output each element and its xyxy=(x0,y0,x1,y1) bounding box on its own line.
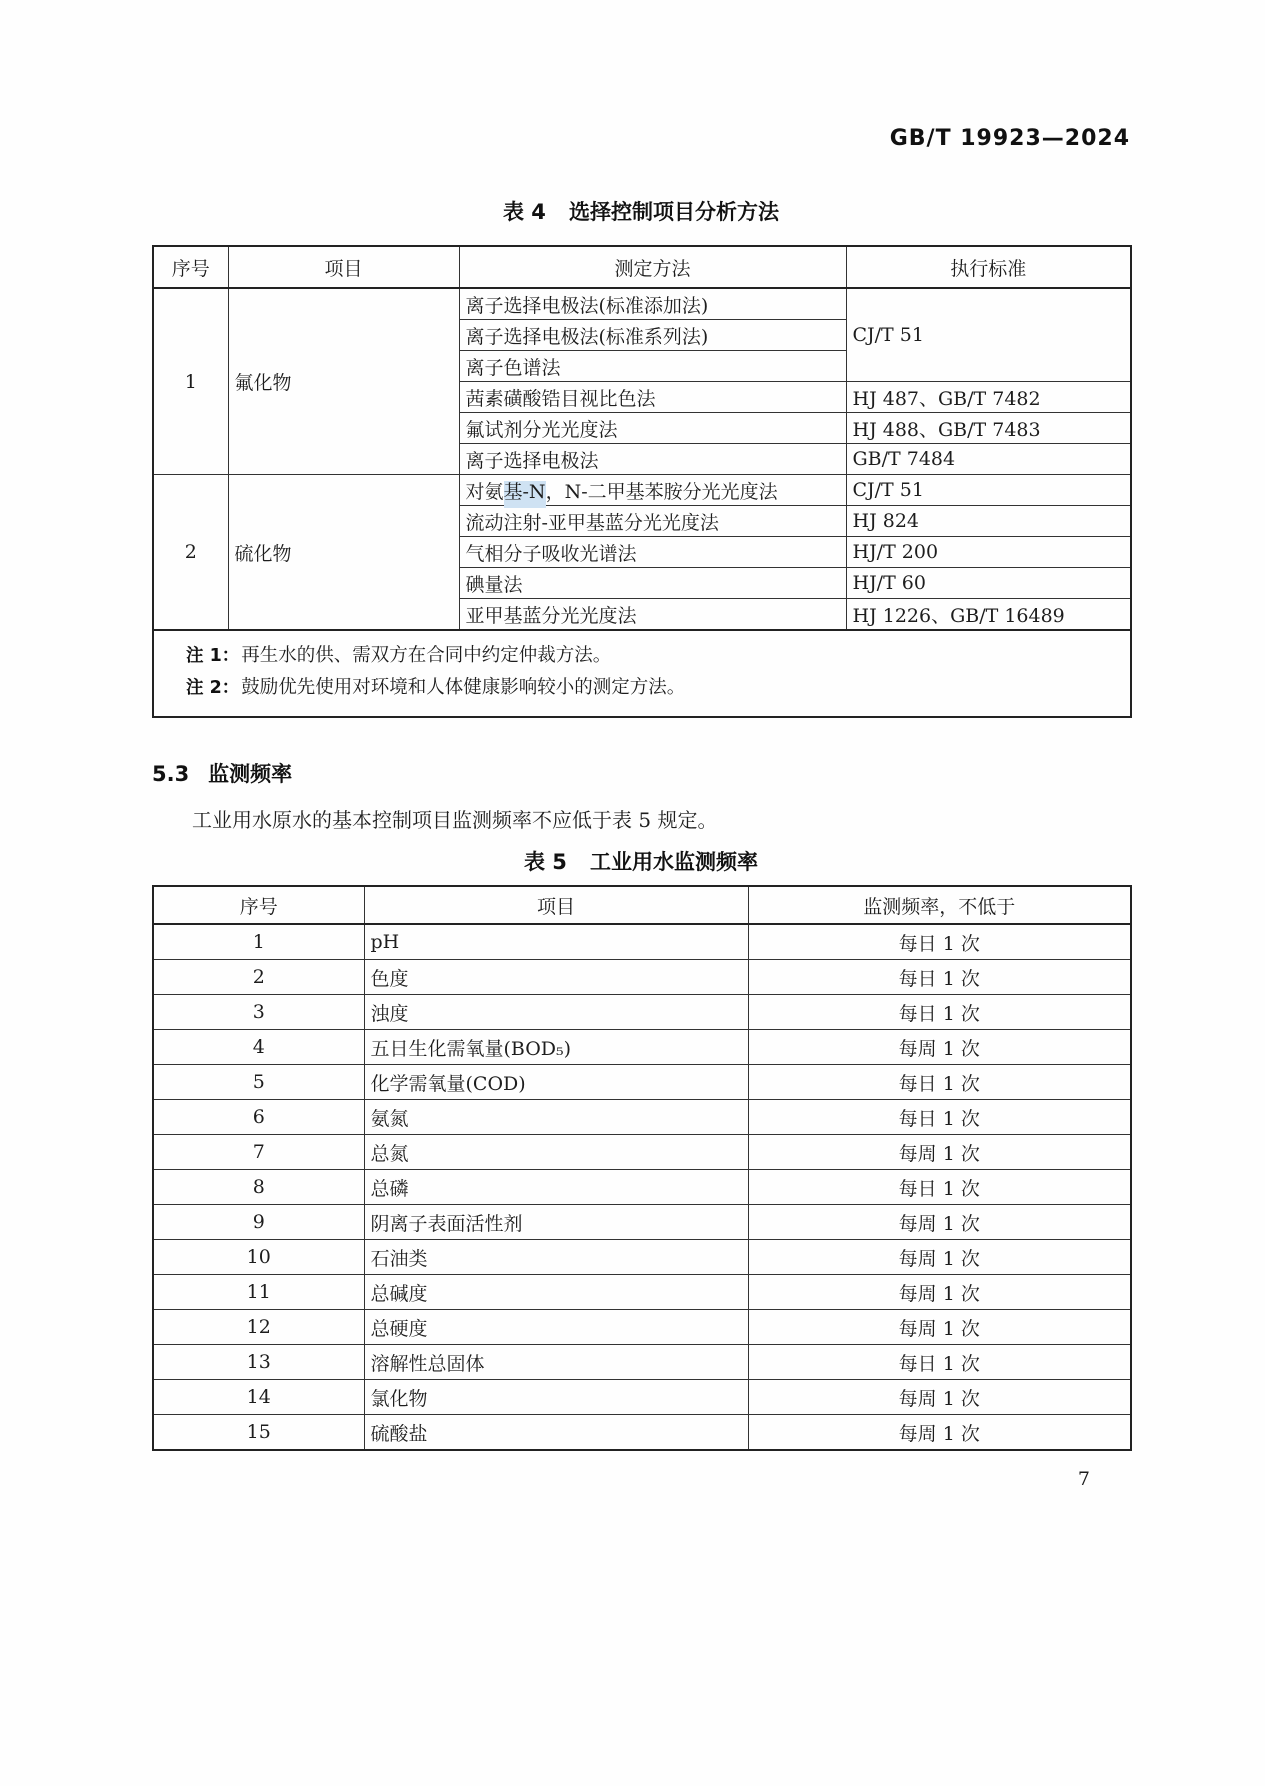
table5-item-cell: 氯化物 xyxy=(364,1380,748,1415)
table5-label: 表 5 xyxy=(523,850,567,874)
table5-frequency-cell: 每周 1 次 xyxy=(748,1380,1131,1415)
table5-item-cell: 硫酸盐 xyxy=(364,1415,748,1451)
table4-row xyxy=(153,475,1131,506)
table5-item-cell: 氨氮 xyxy=(364,1100,748,1135)
table4-column-header: 测定方法 xyxy=(459,246,846,288)
table4-method-cell: 离子选择电极法 xyxy=(459,444,846,475)
section-number: 5.3 xyxy=(152,762,190,786)
table4-column-header: 项目 xyxy=(228,246,459,288)
table4-method-cell: 离子选择电极法(标准系列法) xyxy=(459,320,846,351)
table4-standard-cell: GB/T 7484 xyxy=(846,444,1131,475)
table5-item-cell: 溶解性总固体 xyxy=(364,1345,748,1380)
table-note xyxy=(186,640,1120,672)
section-title: 监测频率 xyxy=(208,762,293,786)
table5-column-header: 项目 xyxy=(364,886,748,924)
table5-seq-cell: 7 xyxy=(153,1135,364,1170)
method-text-highlight: 基-N xyxy=(503,480,546,503)
table5-seq-cell: 4 xyxy=(153,1030,364,1065)
table5-row xyxy=(153,1415,1131,1451)
table4-standard-cell: HJ/T 200 xyxy=(846,537,1131,568)
table5-frequency-cell: 每周 1 次 xyxy=(748,1205,1131,1240)
table5-row xyxy=(153,924,1131,960)
table5-row xyxy=(153,1100,1131,1135)
table5-seq-cell: 9 xyxy=(153,1205,364,1240)
table5-item-cell: 阴离子表面活性剂 xyxy=(364,1205,748,1240)
table5-row xyxy=(153,1345,1131,1380)
table4-item-cell: 硫化物 xyxy=(228,475,459,631)
table5-row xyxy=(153,1205,1131,1240)
table5-item-cell: pH xyxy=(364,924,748,960)
table5-item-cell: 色度 xyxy=(364,960,748,995)
table5-row xyxy=(153,1275,1131,1310)
table4-method-cell: 离子选择电极法(标准添加法) xyxy=(459,288,846,320)
table5-frequency-cell: 每周 1 次 xyxy=(748,1030,1131,1065)
table5-header xyxy=(153,886,1131,924)
table5-frequency-cell: 每周 1 次 xyxy=(748,1240,1131,1275)
table5-seq-cell: 12 xyxy=(153,1310,364,1345)
table4-notes-row xyxy=(153,630,1131,717)
table4-standard-cell: HJ 488、GB/T 7483 xyxy=(846,413,1131,444)
table5-frequency-cell: 每日 1 次 xyxy=(748,1345,1131,1380)
table4-title xyxy=(152,196,1130,226)
table5-item-cell: 总氮 xyxy=(364,1135,748,1170)
table4-standard-cell: HJ 487、GB/T 7482 xyxy=(846,382,1131,413)
table4-title-text: 选择控制项目分析方法 xyxy=(569,200,780,224)
table4-method-cell xyxy=(459,475,846,506)
table4-seq-cell: 2 xyxy=(153,475,228,631)
table4-method-cell: 茜素磺酸锆目视比色法 xyxy=(459,382,846,413)
table4-seq-cell: 1 xyxy=(153,288,228,475)
table5-seq-cell: 15 xyxy=(153,1415,364,1451)
table5-row xyxy=(153,960,1131,995)
table5-seq-cell: 5 xyxy=(153,1065,364,1100)
table5-title-text: 工业用水监测频率 xyxy=(590,850,759,874)
table5-frequency-cell: 每日 1 次 xyxy=(748,995,1131,1030)
table4-standard-cell: CJ/T 51 xyxy=(846,475,1131,506)
table5-column-header: 监测频率，不低于 xyxy=(748,886,1131,924)
table5-row xyxy=(153,1310,1131,1345)
table5-row xyxy=(153,1065,1131,1100)
table5-frequency-cell: 每日 1 次 xyxy=(748,1065,1131,1100)
table4-standard-cell: HJ 1226、GB/T 16489 xyxy=(846,599,1131,631)
table5-column-header: 序号 xyxy=(153,886,364,924)
table4-label: 表 4 xyxy=(502,200,546,224)
section-heading xyxy=(152,758,292,788)
table5-frequency-cell: 每日 1 次 xyxy=(748,924,1131,960)
table5-item-cell: 总碱度 xyxy=(364,1275,748,1310)
table4-method-cell: 离子色谱法 xyxy=(459,351,846,382)
table5-frequency-cell: 每日 1 次 xyxy=(748,1100,1131,1135)
table5-row xyxy=(153,1380,1131,1415)
table4-column-header: 序号 xyxy=(153,246,228,288)
table5-frequency-cell: 每周 1 次 xyxy=(748,1275,1131,1310)
table5-item-cell: 浊度 xyxy=(364,995,748,1030)
body-paragraph: 工业用水原水的基本控制项目监测频率不应低于表 5 规定。 xyxy=(192,808,718,832)
table5-row xyxy=(153,1170,1131,1205)
table4-standard-cell: HJ/T 60 xyxy=(846,568,1131,599)
table4-standard-cell: CJ/T 51 xyxy=(846,288,1131,382)
table5-row xyxy=(153,1030,1131,1065)
page-number: 7 xyxy=(1077,1468,1090,1490)
table-note xyxy=(186,672,1120,704)
method-text-pre: 对氨 xyxy=(465,480,504,503)
table5-seq-cell: 1 xyxy=(153,924,364,960)
table5-seq-cell: 6 xyxy=(153,1100,364,1135)
table4-analysis-methods xyxy=(152,245,1132,718)
table5-item-cell: 石油类 xyxy=(364,1240,748,1275)
table4-method-cell: 亚甲基蓝分光光度法 xyxy=(459,599,846,631)
note-text: 再生水的供、需双方在合同中约定仲裁方法。 xyxy=(241,645,612,666)
table4-item-cell: 氟化物 xyxy=(228,288,459,475)
table4-method-cell: 气相分子吸收光谱法 xyxy=(459,537,846,568)
table5-item-cell: 总磷 xyxy=(364,1170,748,1205)
note-text: 鼓励优先使用对环境和人体健康影响较小的测定方法。 xyxy=(241,677,686,699)
table5-seq-cell: 14 xyxy=(153,1380,364,1415)
table5-row xyxy=(153,1240,1131,1275)
table5-item-cell: 总硬度 xyxy=(364,1310,748,1345)
table5-seq-cell: 11 xyxy=(153,1275,364,1310)
table4-notes-cell xyxy=(153,630,1131,717)
table5-seq-cell: 10 xyxy=(153,1240,364,1275)
table4-row xyxy=(153,288,1131,320)
table5-row xyxy=(153,995,1131,1030)
table5-frequency-cell: 每日 1 次 xyxy=(748,1170,1131,1205)
table5-item-cell: 化学需氧量(COD) xyxy=(364,1065,748,1100)
table5-frequency-cell: 每周 1 次 xyxy=(748,1415,1131,1451)
table5-monitoring-frequency xyxy=(152,885,1132,1451)
method-text-post: ，N-二甲基苯胺分光光度法 xyxy=(545,480,778,503)
table5-seq-cell: 8 xyxy=(153,1170,364,1205)
table4-method-cell: 流动注射-亚甲基蓝分光光度法 xyxy=(459,506,846,537)
table5-frequency-cell: 每日 1 次 xyxy=(748,960,1131,995)
table5-item-cell: 五日生化需氧量(BOD₅) xyxy=(364,1030,748,1065)
table4-header xyxy=(153,246,1131,288)
table5-seq-cell: 2 xyxy=(153,960,364,995)
table4-method-cell: 氟试剂分光光度法 xyxy=(459,413,846,444)
table5-row xyxy=(153,1135,1131,1170)
table4-column-header: 执行标准 xyxy=(846,246,1131,288)
note-label: 注 2： xyxy=(186,678,240,699)
table4-standard-cell: HJ 824 xyxy=(846,506,1131,537)
table4-header-row xyxy=(153,246,1131,288)
table5-seq-cell: 3 xyxy=(153,995,364,1030)
standard-number: GB/T 19923—2024 xyxy=(889,126,1130,151)
table4-method-cell: 碘量法 xyxy=(459,568,846,599)
table5-frequency-cell: 每周 1 次 xyxy=(748,1310,1131,1345)
note-label: 注 1： xyxy=(186,646,240,666)
table5-seq-cell: 13 xyxy=(153,1345,364,1380)
table5-header-row xyxy=(153,886,1131,924)
table5-frequency-cell: 每周 1 次 xyxy=(748,1135,1131,1170)
table5-title xyxy=(152,846,1130,876)
